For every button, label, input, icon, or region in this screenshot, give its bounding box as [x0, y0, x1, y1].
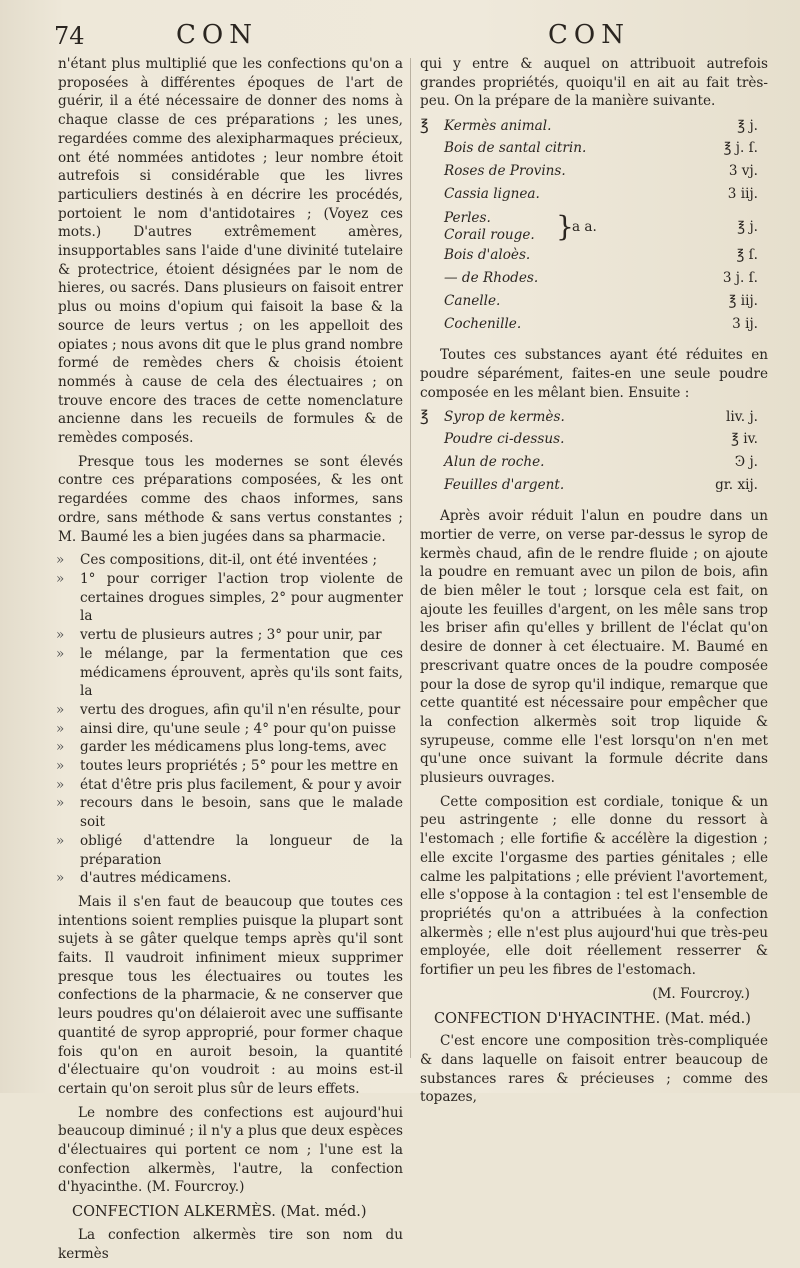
ingredient-quantity: gr. xij.: [715, 477, 758, 494]
ingredient-name: — de Rhodes.: [444, 270, 539, 287]
ingredient-name: Syrop de kermès.: [444, 409, 565, 426]
ingredient-quantity: ℥ iv.: [731, 431, 758, 448]
quote-line: » garder les médicamens plus long-tems, avec: [80, 738, 403, 757]
quote-paragraph: [58, 551, 403, 888]
recipe-symbol: ℥: [420, 407, 429, 426]
recipe-list: [420, 407, 768, 499]
left-column: [58, 55, 403, 1268]
ingredient-name: Alun de roche.: [444, 454, 545, 471]
ingredient-name: Roses de Provins.: [444, 163, 566, 180]
ingredient-name: Poudre ci-dessus.: [444, 431, 565, 448]
paragraph: Cette composition est cordiale, tonique & un peu astringente ; elle donne du ressort à l'estomach ; elle fortifie & accélère la digestion ; elle excite l'orgasme des parties génitales ; elle calme les palpitations ; elle prévient l'avortement, elle s'oppose à la contagion : tel est l'ensemble de propriétés qu'on a attribuées à la confection alkermès ; elle n'est plus aujourd'hui que très-peu employée, elle doit réellement resserrer & fortifier un peu les fibres de l'estomach.: [420, 793, 768, 979]
ingredient-quantity: Ͽ j.: [734, 454, 758, 471]
ingredient-quantity: ℥ j. ſ.: [723, 140, 758, 157]
ingredient-name: Corail rouge.: [444, 227, 535, 244]
recipe-item: [420, 139, 768, 162]
section-title: CONFECTION D'HYACINTHE. (Mat. méd.): [434, 1010, 751, 1027]
right-running-head: CON: [548, 20, 630, 50]
recipe-item: [420, 476, 768, 499]
ingredient-quantity: 3 vj.: [728, 163, 758, 180]
ingredient-quantity: ℥ iij.: [728, 293, 758, 310]
recipe-item-pair: [420, 208, 768, 246]
quote-line: » le mélange, par la fermentation que ces médicamens éprouvent, après qu'ils sont faits, la: [80, 645, 403, 701]
recipe-item: [420, 162, 768, 185]
ingredient-quantity: ℥ j.: [737, 218, 758, 235]
ingredient-name: Feuilles d'argent.: [444, 477, 565, 494]
page-header: [0, 20, 800, 54]
ingredient-name: Bois de santal citrin.: [444, 140, 587, 157]
quote-line: » état d'être pris plus facilement, & pour y avoir: [80, 776, 403, 795]
left-running-head: CON: [176, 20, 258, 50]
paragraph: Toutes ces substances ayant été réduites en poudre séparément, faites-en une seule poudre composée en les mêlant bien. Ensuite :: [420, 347, 768, 401]
ana-marker: a a.: [572, 218, 597, 235]
recipe-item: [420, 407, 768, 430]
quote-line: » obligé d'attendre la longueur de la préparation: [80, 832, 403, 869]
recipe-item: [420, 430, 768, 453]
page-number: 74: [54, 22, 85, 50]
author-attribution: (M. Fourcroy.): [652, 985, 750, 1002]
paragraph: qui y entre & auquel on attribuoit autrefois grandes propriétés, quoiqu'il en ait au fait très-peu. On la prépare de la manière suivante.: [420, 56, 768, 110]
paragraph: La confection alkermès tire son nom du kermès: [58, 1226, 403, 1262]
recipe-item: [420, 269, 768, 292]
quote-line: » vertu de plusieurs autres ; 3° pour unir, par: [80, 626, 403, 645]
quote-line: » Ces compositions, dit-il, ont été inventées ;: [80, 551, 403, 570]
ingredient-quantity: liv. j.: [726, 409, 758, 426]
ingredient-name: Canelle.: [444, 293, 501, 310]
brace-glyph: }: [556, 210, 574, 244]
recipe-item: [420, 453, 768, 476]
ingredient-quantity: ℥ j.: [737, 118, 758, 135]
recipe-item: [420, 292, 768, 315]
section-title: CONFECTION ALKERMÈS. (Mat. méd.): [72, 1204, 367, 1221]
baume-quote: [58, 551, 403, 888]
ingredient-name: Cassia lignea.: [444, 186, 540, 203]
quote-line: » ainsi dire, qu'une seule ; 4° pour qu'on puisse: [80, 720, 403, 739]
ingredient-name-pair: [420, 210, 556, 244]
ingredient-quantity: 3 j. ſ.: [722, 270, 758, 287]
ingredient-name: Kermès animal.: [444, 118, 552, 135]
ingredient-name: Cochenille.: [444, 316, 522, 333]
right-column: [420, 55, 768, 1112]
quote-line: » toutes leurs propriétés ; 5° pour les mettre en: [80, 757, 403, 776]
recipe-list: [420, 116, 768, 338]
paragraph: n'étant plus multiplié que les confections qu'on a proposées à différentes époques de l'art de guérir, il a été nécessaire de donner des noms à chaque classe de ces préparations ; les unes, regardées comme des alexipharmaques précieux, ont été nommées antidotes ; leur nombre étoit autrefois si considérable que les livres particuliers destinés à en décrire les procédés, portoient le nom d'antidotaires ; (Voyez ces mots.) D'autres extrêmement amères, insupportables sans l'aide d'une divinité tutelaire & protectrice, étoient désignées par le nom de hieres, ou sacrés. Dans plusieurs on faisoit entrer plus ou moins d'opium qui faisoit la base & la source de leurs vertus ; on les appelloit des opiates ; nous avons dit que le plus grand nombre formé de remèdes chers & choisis étoient nommés à cause de cela des électuaires ; on trouve encore des traces de cette nomenclature ancienne dans les recueils de formules & de remèdes composés.: [58, 56, 403, 447]
recipe-symbol: ℥: [420, 116, 429, 135]
recipe-item: [420, 116, 768, 139]
paragraph: Mais il s'en faut de beaucoup que toutes ces intentions soient remplies puisque la plupart sont sujets à se gâter quelque temps après qu'il sont faits. Il vaudroit infiniment mieux supprimer presque tous les électuaires ou toutes les confections de la pharmacie, & ne conserver que leurs poudres qu'on délaieroit avec une suffisante quantité de syrop approprié, pour former chaque fois qu'on en auroit besoin, la quantité d'électuaire qu'on voudroit : au moins est-il certain qu'on seroit plus sûr de leurs effets.: [58, 893, 403, 1097]
quote-line: » recours dans le besoin, sans que le malade soit: [80, 794, 403, 831]
paragraph: Presque tous les modernes se sont élevés contre ces préparations composées, & les ont regardées comme des chaos informes, sans ordre, sans méthode & sans vertus constantes ; M. Baumé les a bien jugées dans sa pharmacie.: [58, 453, 403, 545]
ingredient-quantity: ℥ ſ.: [736, 247, 758, 264]
recipe-item: [420, 246, 768, 269]
recipe-item: [420, 315, 768, 338]
quote-line: » 1° pour corriger l'action trop violente de certaines drogues simples, 2° pour augmenter la: [80, 570, 403, 626]
quote-line: » vertu des drogues, afin qu'il n'en résulte, pour: [80, 701, 403, 720]
recipe-item: [420, 185, 768, 208]
ingredient-name: Bois d'aloès.: [444, 247, 531, 264]
quote-line: » d'autres médicamens.: [80, 869, 403, 888]
paragraph: Le nombre des confections est aujourd'hui beaucoup diminué ; il n'y a plus que deux espèces d'électuaires qui portent ce nom ; l'une est la confection alkermès, l'autre, la confection d'hyacinthe. (M. Fourcroy.): [58, 1104, 403, 1196]
column-divider: [410, 58, 411, 1058]
paragraph: C'est encore une composition très-compliquée & dans laquelle on faisoit entrer beaucoup de substances rares & précieuses ; comme des topazes,: [420, 1033, 768, 1106]
paragraph: Après avoir réduit l'alun en poudre dans un mortier de verre, on verse par-dessus le syrop de kermès chaud, afin de le rendre fluide ; on ajoute la poudre en remuant avec un pilon de bois, afin de bien mêler le tout ; lorsque cela est fait, on ajoute les feuilles d'argent, on les mêle sans trop les briser afin qu'elles y brillent de l'éclat qu'on desire de donner à cet électuaire. M. Baumé en prescrivant quatre onces de la poudre composée pour la dose de syrop qu'il indique, remarque que cette quantité est nécessaire pour empêcher que la confection alkermès soit trop liquide & syrupeuse, comme elle l'est lorsqu'on n'en met qu'une once suivant la formule décrite dans plusieurs ouvrages.: [420, 508, 768, 787]
ingredient-quantity: 3 iij.: [727, 186, 758, 203]
ingredient-name: Perles.: [444, 210, 491, 227]
ingredient-quantity: 3 ij.: [732, 316, 758, 333]
